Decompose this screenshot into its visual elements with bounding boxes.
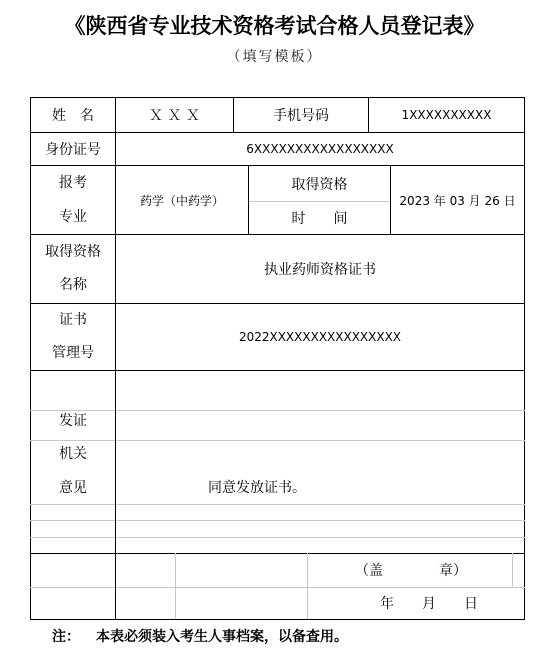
- opinion-line-6: [30, 553, 525, 554]
- name-label: 姓 名: [52, 108, 94, 124]
- seal-divider-1: [175, 553, 176, 619]
- date-text[interactable]: 年 月 日: [380, 596, 478, 612]
- major-value[interactable]: 药学（中药学）: [139, 193, 224, 208]
- border-bottom: [30, 619, 525, 620]
- form-title: 《陕西省专业技术资格考试合格人员登记表》: [64, 13, 485, 38]
- cert-value[interactable]: 2022XXXXXXXXXXXXXXXX: [238, 330, 402, 344]
- time-value[interactable]: 2023 年 03 月 26 日: [399, 193, 516, 208]
- seal-text: （盖 章）: [355, 563, 467, 579]
- opinion-line-4: [30, 520, 525, 521]
- registration-form-table: [30, 97, 525, 620]
- id-label: 身份证号: [45, 142, 101, 158]
- opinion-line-5: [30, 537, 525, 538]
- qual-label-line1: 取得资格: [45, 244, 101, 260]
- opinion-line-7: [30, 587, 525, 588]
- id-value[interactable]: 6XXXXXXXXXXXXXXXXX: [246, 142, 394, 156]
- office-label-line2: 机关: [59, 446, 87, 462]
- time-label-line2: 时 间: [291, 211, 348, 227]
- name-value[interactable]: Ｘ Ｘ Ｘ: [149, 108, 200, 124]
- major-label-line1: 报考: [59, 175, 87, 191]
- office-label-line3: 意见: [59, 480, 87, 496]
- qual-label-line2: 名称: [59, 277, 87, 293]
- cert-label-line1: 证书: [59, 312, 87, 328]
- seal-divider-2: [307, 553, 308, 619]
- form-subtitle: （填写模板）: [226, 49, 323, 65]
- row-line-5: [30, 370, 525, 371]
- phone-value[interactable]: 1XXXXXXXXXX: [401, 108, 492, 122]
- footnote-label: 注：: [52, 629, 80, 645]
- office-opinion-value[interactable]: 同意发放证书。: [208, 480, 306, 496]
- phone-label: 手机号码: [273, 108, 329, 124]
- opinion-line-3: [30, 504, 525, 505]
- border-right: [524, 97, 525, 620]
- seal-divider-3: [512, 553, 513, 587]
- footnote-text: 本表必须装入考生人事档案，以备查用。: [96, 629, 348, 645]
- qual-value[interactable]: 执业药师资格证书: [264, 262, 376, 278]
- time-label-line1: 取得资格: [291, 176, 348, 193]
- footnote: [52, 626, 348, 646]
- office-label-line1: 发证: [59, 413, 87, 429]
- major-label-line2: 专业: [59, 209, 87, 225]
- cert-label-line2: 管理号: [52, 345, 94, 361]
